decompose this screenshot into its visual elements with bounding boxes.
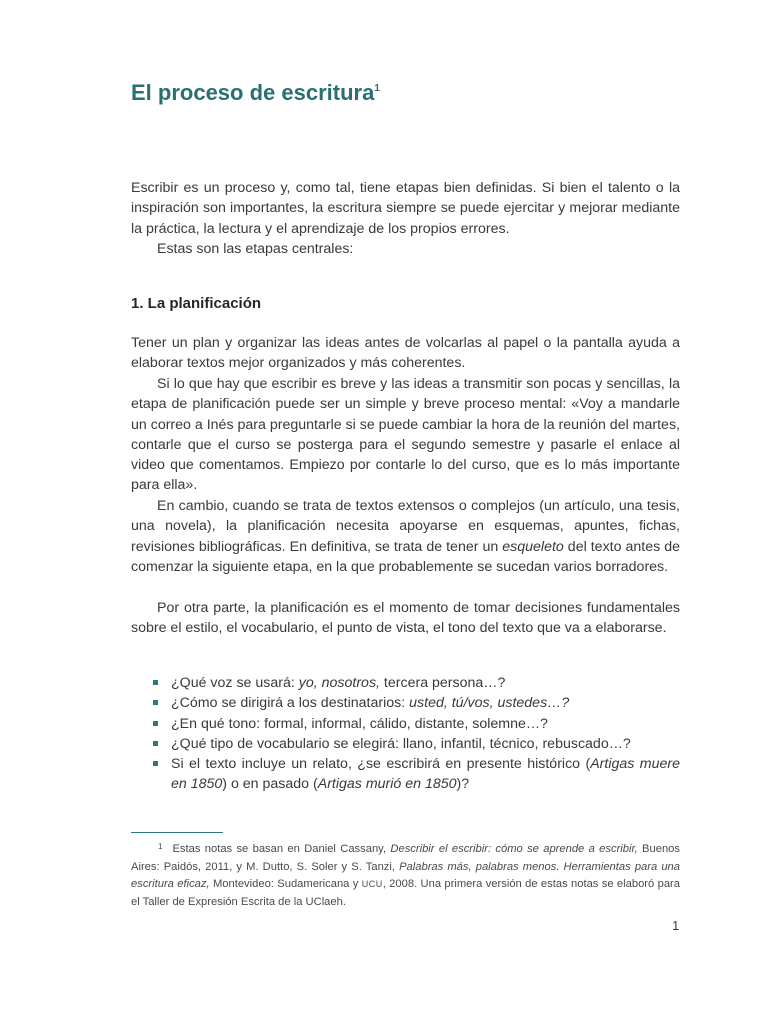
- bullet-square-icon: [153, 761, 158, 766]
- footnote-number: 1: [158, 842, 163, 851]
- footnote-text: Buenos Aires: Paidós, 2011, y M. Dutto, S. Soler y S. Tanzi,: [131, 843, 680, 873]
- list-item: [150, 714, 680, 734]
- list-item: [150, 693, 680, 713]
- page-title: [131, 80, 380, 106]
- footnote-book-title: Describir el escribir: cómo se aprende a escribir,: [390, 843, 638, 855]
- title-text: El proceso de escritura: [131, 80, 375, 105]
- footnote-text: Estas notas se basan en Daniel Cassany,: [172, 843, 391, 855]
- section-heading-planificacion: 1. La planificación: [131, 295, 262, 312]
- list-item-text: ¿En qué tono: formal, informal, cálido, distante, solemne…?: [171, 715, 548, 732]
- list-item-emphasis: usted, tú/vos, ustedes…?: [409, 695, 570, 712]
- list-item: [150, 734, 680, 754]
- list-item-text: ¿Qué voz se usará:: [171, 675, 299, 691]
- paragraph-3-emphasis: esqueleto: [502, 538, 564, 555]
- bullet-square-icon: [153, 700, 158, 705]
- paragraph-3-text-a: En cambio, cuando se trata de textos extensos o complejos (un artículo, una tesis, una novela), la planificación necesita apoyarse en esquemas, apuntes, fichas, revisiones bibliográficas. En definitiva, se trata de tener un: [131, 498, 680, 555]
- list-item: [150, 754, 680, 795]
- footnote-publisher-abbrev: UCU: [361, 879, 383, 890]
- planificacion-paragraph-4: Por otra parte, la planificación es el momento de tomar decisiones fundamentales sobre el estilo, el vocabulario, el punto de vista, el tono del texto que va a elaborarse.: [131, 600, 680, 637]
- list-item-text: ¿Qué tipo de vocabulario se elegirá: llano, infantil, técnico, rebuscado…?: [171, 735, 631, 752]
- intro-stages-line: Estas son las etapas centrales:: [157, 241, 354, 257]
- footnote-text: Montevideo: Sudamericana y: [209, 878, 362, 891]
- list-item-emphasis: Artigas muere en 1850: [171, 756, 680, 793]
- list-item: [150, 673, 680, 693]
- bullet-square-icon: [153, 741, 158, 746]
- bullet-square-icon: [153, 721, 158, 726]
- list-item-text: )?: [456, 776, 470, 793]
- footnote: [131, 838, 680, 911]
- paragraph-3-text-b: del texto antes de comenzar la siguiente etapa, en la que probablemente se sucedan varios borradores.: [131, 538, 681, 575]
- list-item-emphasis: yo, nosotros,: [298, 675, 380, 691]
- page-number: 1: [672, 918, 680, 933]
- list-item-text: tercera persona…?: [379, 675, 506, 691]
- footnote-divider: [131, 832, 223, 833]
- list-item-emphasis: Artigas murió en 1850: [317, 776, 457, 793]
- list-item-text: ¿Cómo se dirigirá a los destinatarios:: [171, 695, 410, 712]
- bullet-square-icon: [153, 680, 158, 685]
- title-footnote-ref: 1: [374, 83, 380, 94]
- planificacion-paragraph-3: [131, 496, 680, 577]
- list-item-text: ) o en pasado (: [222, 776, 318, 793]
- planificacion-paragraph-1: Tener un plan y organizar las ideas antes de volcarlas al papel o la pantalla ayuda a elaborar textos mejor organizados y más coherentes.: [131, 335, 680, 372]
- footnote-book-title: Palabras más, palabras menos. Herramientas para una escritura eficaz,: [131, 860, 680, 891]
- decision-questions-list: [150, 673, 680, 795]
- list-item-text: Si el texto incluye un relato, ¿se escribirá en presente histórico (: [171, 756, 591, 773]
- planificacion-paragraph-2: Si lo que hay que escribir es breve y las ideas a transmitir son pocas y sencillas, la etapa de planificación puede ser un simple y breve proceso mental: «Voy a mandarle un correo a Inés para preguntarle si se puede cambiar la hora de la reunión del martes, contarle que el curso se posterga para el segundo semestre y pasarle el enlace al video que comentamos. Empiezo por contarle lo del curso, que es lo más importante para ella».: [131, 376, 680, 494]
- intro-paragraph: Escribir es un proceso y, como tal, tiene etapas bien definidas. Si bien el talento o la inspiración son importantes, la escritura siempre se puede ejercitar y mejorar mediante la práctica, la lectura y el aprendizaje de los propios errores.: [131, 180, 680, 237]
- footnote-text: , 2008. Una primera versión de estas notas se elaboró para el Taller de Expresión Escrita de la UClaeh.: [131, 878, 680, 908]
